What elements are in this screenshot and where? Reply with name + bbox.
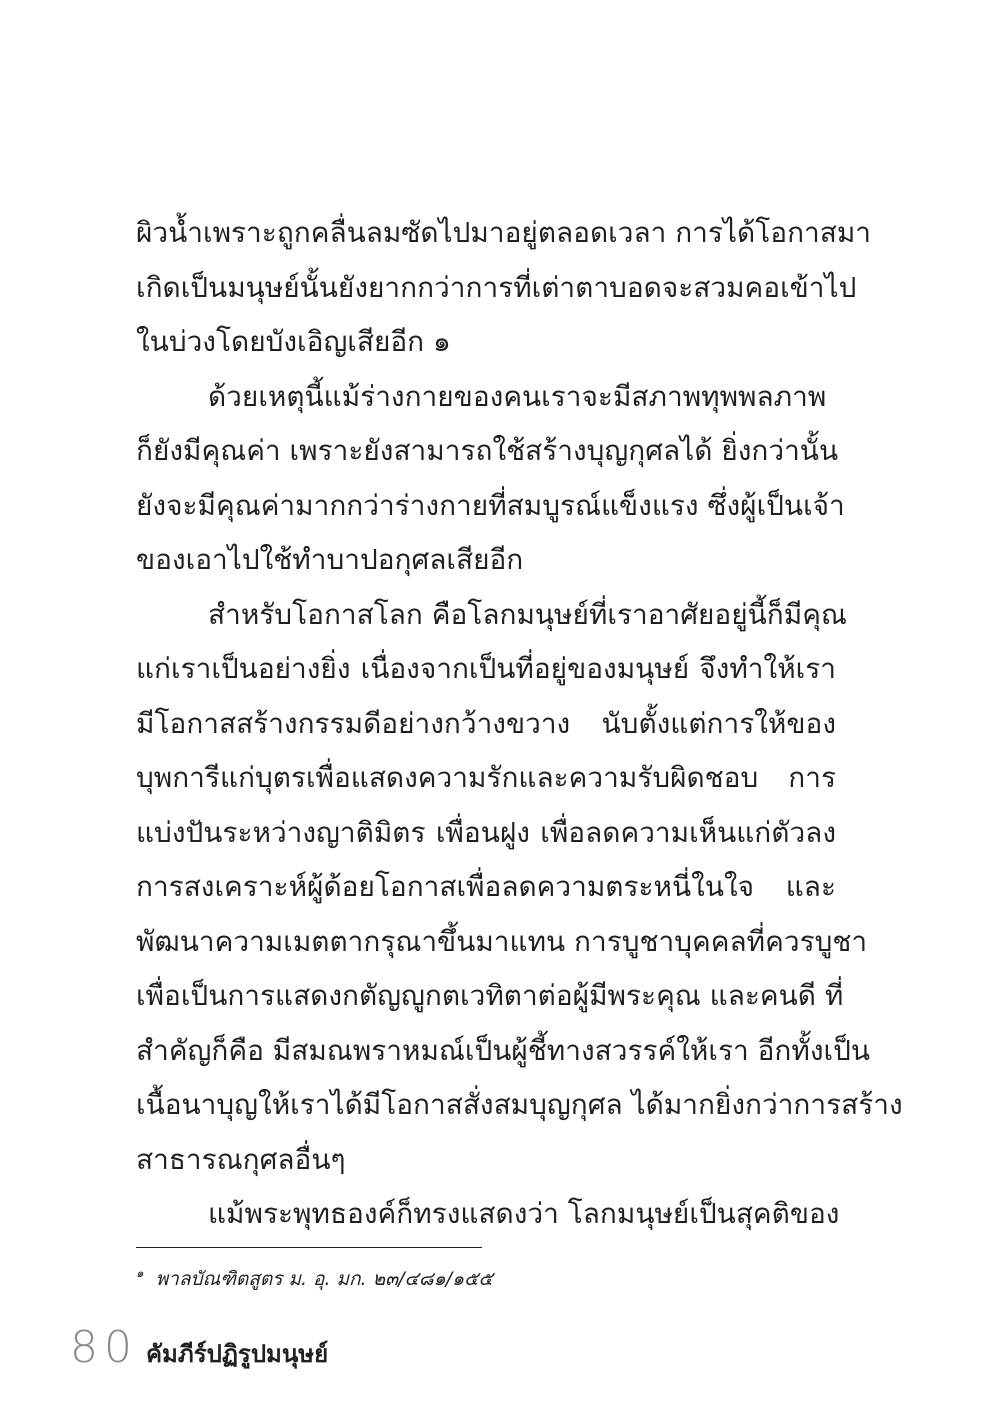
text-line: แบ่งปันระหว่างญาติมิตร เพื่อนฝูง เพื่อลดความเห็นแก่ตัวลง [136, 815, 836, 849]
text-line: ด้วยเหตุนี้แม้ร่างกายของคนเราจะมีสภาพทุพพลภาพ [208, 379, 827, 413]
page-number: 80 [70, 1322, 138, 1373]
text-line: บุพการีแก่บุตรเพื่อแสดงความรักและความรับผิดชอบ การ [136, 761, 836, 794]
text-line: เนื้อนาบุญให้เราได้มีโอกาสสั่งสมบุญกุศล ได้มากยิ่งกว่าการสร้าง [136, 1088, 903, 1121]
footnote-divider [136, 1247, 482, 1248]
text-line: เพื่อเป็นการแสดงกตัญญูกตเวทิตาต่อผู้มีพระคุณ และคนดี ที่ [136, 979, 844, 1012]
text-line: มีโอกาสสร้างกรรมดีอย่างกว้างขวาง นับตั้งแต่การให้ของ [136, 706, 836, 740]
running-title: คัมภีร์ปฏิรูปมนุษย์ [146, 1340, 329, 1368]
text-line: แก่เราเป็นอย่างยิ่ง เนื่องจากเป็นที่อยู่ของมนุษย์ จึงทำให้เรา [136, 652, 836, 685]
body-text [136, 206, 903, 1242]
text-line: สำหรับโอกาสโลก คือโลกมนุษย์ที่เราอาศัยอยู่นี้ก็มีคุณ [208, 597, 847, 631]
text-line: พัฒนาความเมตตากรุณาขึ้นมาแทน การบูชาบุคคลที่ควรบูชา [136, 924, 868, 958]
footnote-text: พาลบัณฑิตสูตร ม. อุ. มก. ๒๓/๔๘๑/๑๕๕ [155, 1268, 493, 1290]
text-line: แม้พระพุทธองค์ก็ทรงแสดงว่า โลกมนุษย์เป็นสุคติของ [208, 1197, 840, 1230]
footnote-marker: ๑ [136, 1266, 144, 1280]
text-line: ในบ่วงโดยบังเอิญเสียอีก ๑ [136, 325, 451, 358]
text-line: เกิดเป็นมนุษย์นั้นยังยากกว่าการที่เต่าตาบอดจะสวมคอเข้าไป [136, 270, 857, 304]
text-line: ผิวน้ำเพราะถูกคลื่นลมซัดไปมาอยู่ตลอดเวลา การได้โอกาสมา [136, 216, 872, 249]
text-line: ยังจะมีคุณค่ามากกว่าร่างกายที่สมบูรณ์แข็งแรง ซึ่งผู้เป็นเจ้า [136, 488, 845, 522]
text-line: การสงเคราะห์ผู้ด้อยโอกาสเพื่อลดความตระหนี่ในใจ และ [136, 870, 836, 903]
footnote [136, 1264, 493, 1294]
text-line: ก็ยังมีคุณค่า เพราะยังสามารถใช้สร้างบุญกุศลได้ ยิ่งกว่านั้น [136, 434, 839, 467]
text-line: สำคัญก็คือ มีสมณพราหมณ์เป็นผู้ชี้ทางสวรรค์ให้เรา อีกทั้งเป็น [136, 1033, 871, 1067]
text-line: ของเอาไปใช้ทำบาปอกุศลเสียอีก [136, 543, 524, 576]
text-line: สาธารณกุศลอื่นๆ [136, 1142, 346, 1176]
